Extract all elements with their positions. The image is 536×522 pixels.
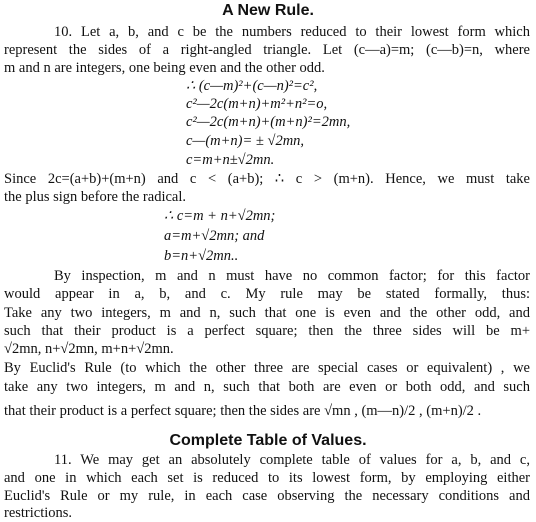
heading-new-rule: A New Rule. <box>222 2 314 19</box>
paragraph-10-line: represent the sides of a right-angled triangle. Let (c—a)=m; (c—b)=n, where <box>4 42 530 58</box>
euclid-line: By Euclid's Rule (to which the other three are special cases or equivalent) , we <box>4 360 530 376</box>
inspection-line: √2mn, n+√2mn, m+n+√2mn. <box>4 341 174 357</box>
equation-line: a=m+√2mn; and <box>164 228 265 244</box>
paragraph-11-line: restrictions. <box>4 505 73 521</box>
equation-line: ∴ c=m + n+√2mn; <box>164 208 276 224</box>
paragraph-11-line: and one in which each set is reduced to its lowest form, by employing either <box>4 470 530 486</box>
paragraph-10-line: 10. Let a, b, and c be the numbers reduced to their lowest form which <box>54 24 530 40</box>
since-line: Since 2c=(a+b)+(m+n) and c < (a+b); ∴ c > (m+n). Hence, we must take <box>4 171 530 187</box>
paragraph-11-line: 11. We may get an absolutely complete table of values for a, b, and c, <box>54 452 530 468</box>
equation-line: c²—2c(m+n)+(m+n)²=2mn, <box>186 114 351 130</box>
inspection-line: Take any two integers, m and n, such that one is even and the other odd, and <box>4 305 530 321</box>
since-line: the plus sign before the radical. <box>4 189 186 205</box>
paragraph-11-line: Euclid's Rule or my rule, in each case observing the necessary conditions and <box>4 488 530 504</box>
equation-line: c=m+n±√2mn. <box>186 152 275 168</box>
equation-line: ∴ (c—m)²+(c—n)²=c², <box>186 78 318 94</box>
inspection-line: would appear in a, b, and c. My rule may be stated formally, thus: <box>4 286 530 302</box>
equation-line: c—(m+n)= ± √2mn, <box>186 133 305 149</box>
euclid-line: take any two integers, m and n, such that both are even or both odd, and such <box>4 379 530 395</box>
equation-line: b=n+√2mn.. <box>164 248 239 264</box>
heading-complete-table: Complete Table of Values. <box>169 432 367 449</box>
equation-line: c²—2c(m+n)+m²+n²=o, <box>186 96 328 112</box>
inspection-line: By inspection, m and n must have no common factor; for this factor <box>54 268 530 284</box>
inspection-line: such that their product is a perfect square; then the three sides will be m+ <box>4 323 530 339</box>
euclid-line: that their product is a perfect square; then the sides are √mn , (m—n)/2 , (m+n)/2 . <box>4 403 482 419</box>
paragraph-10-line: m and n are integers, one being even and the other odd. <box>4 60 325 76</box>
